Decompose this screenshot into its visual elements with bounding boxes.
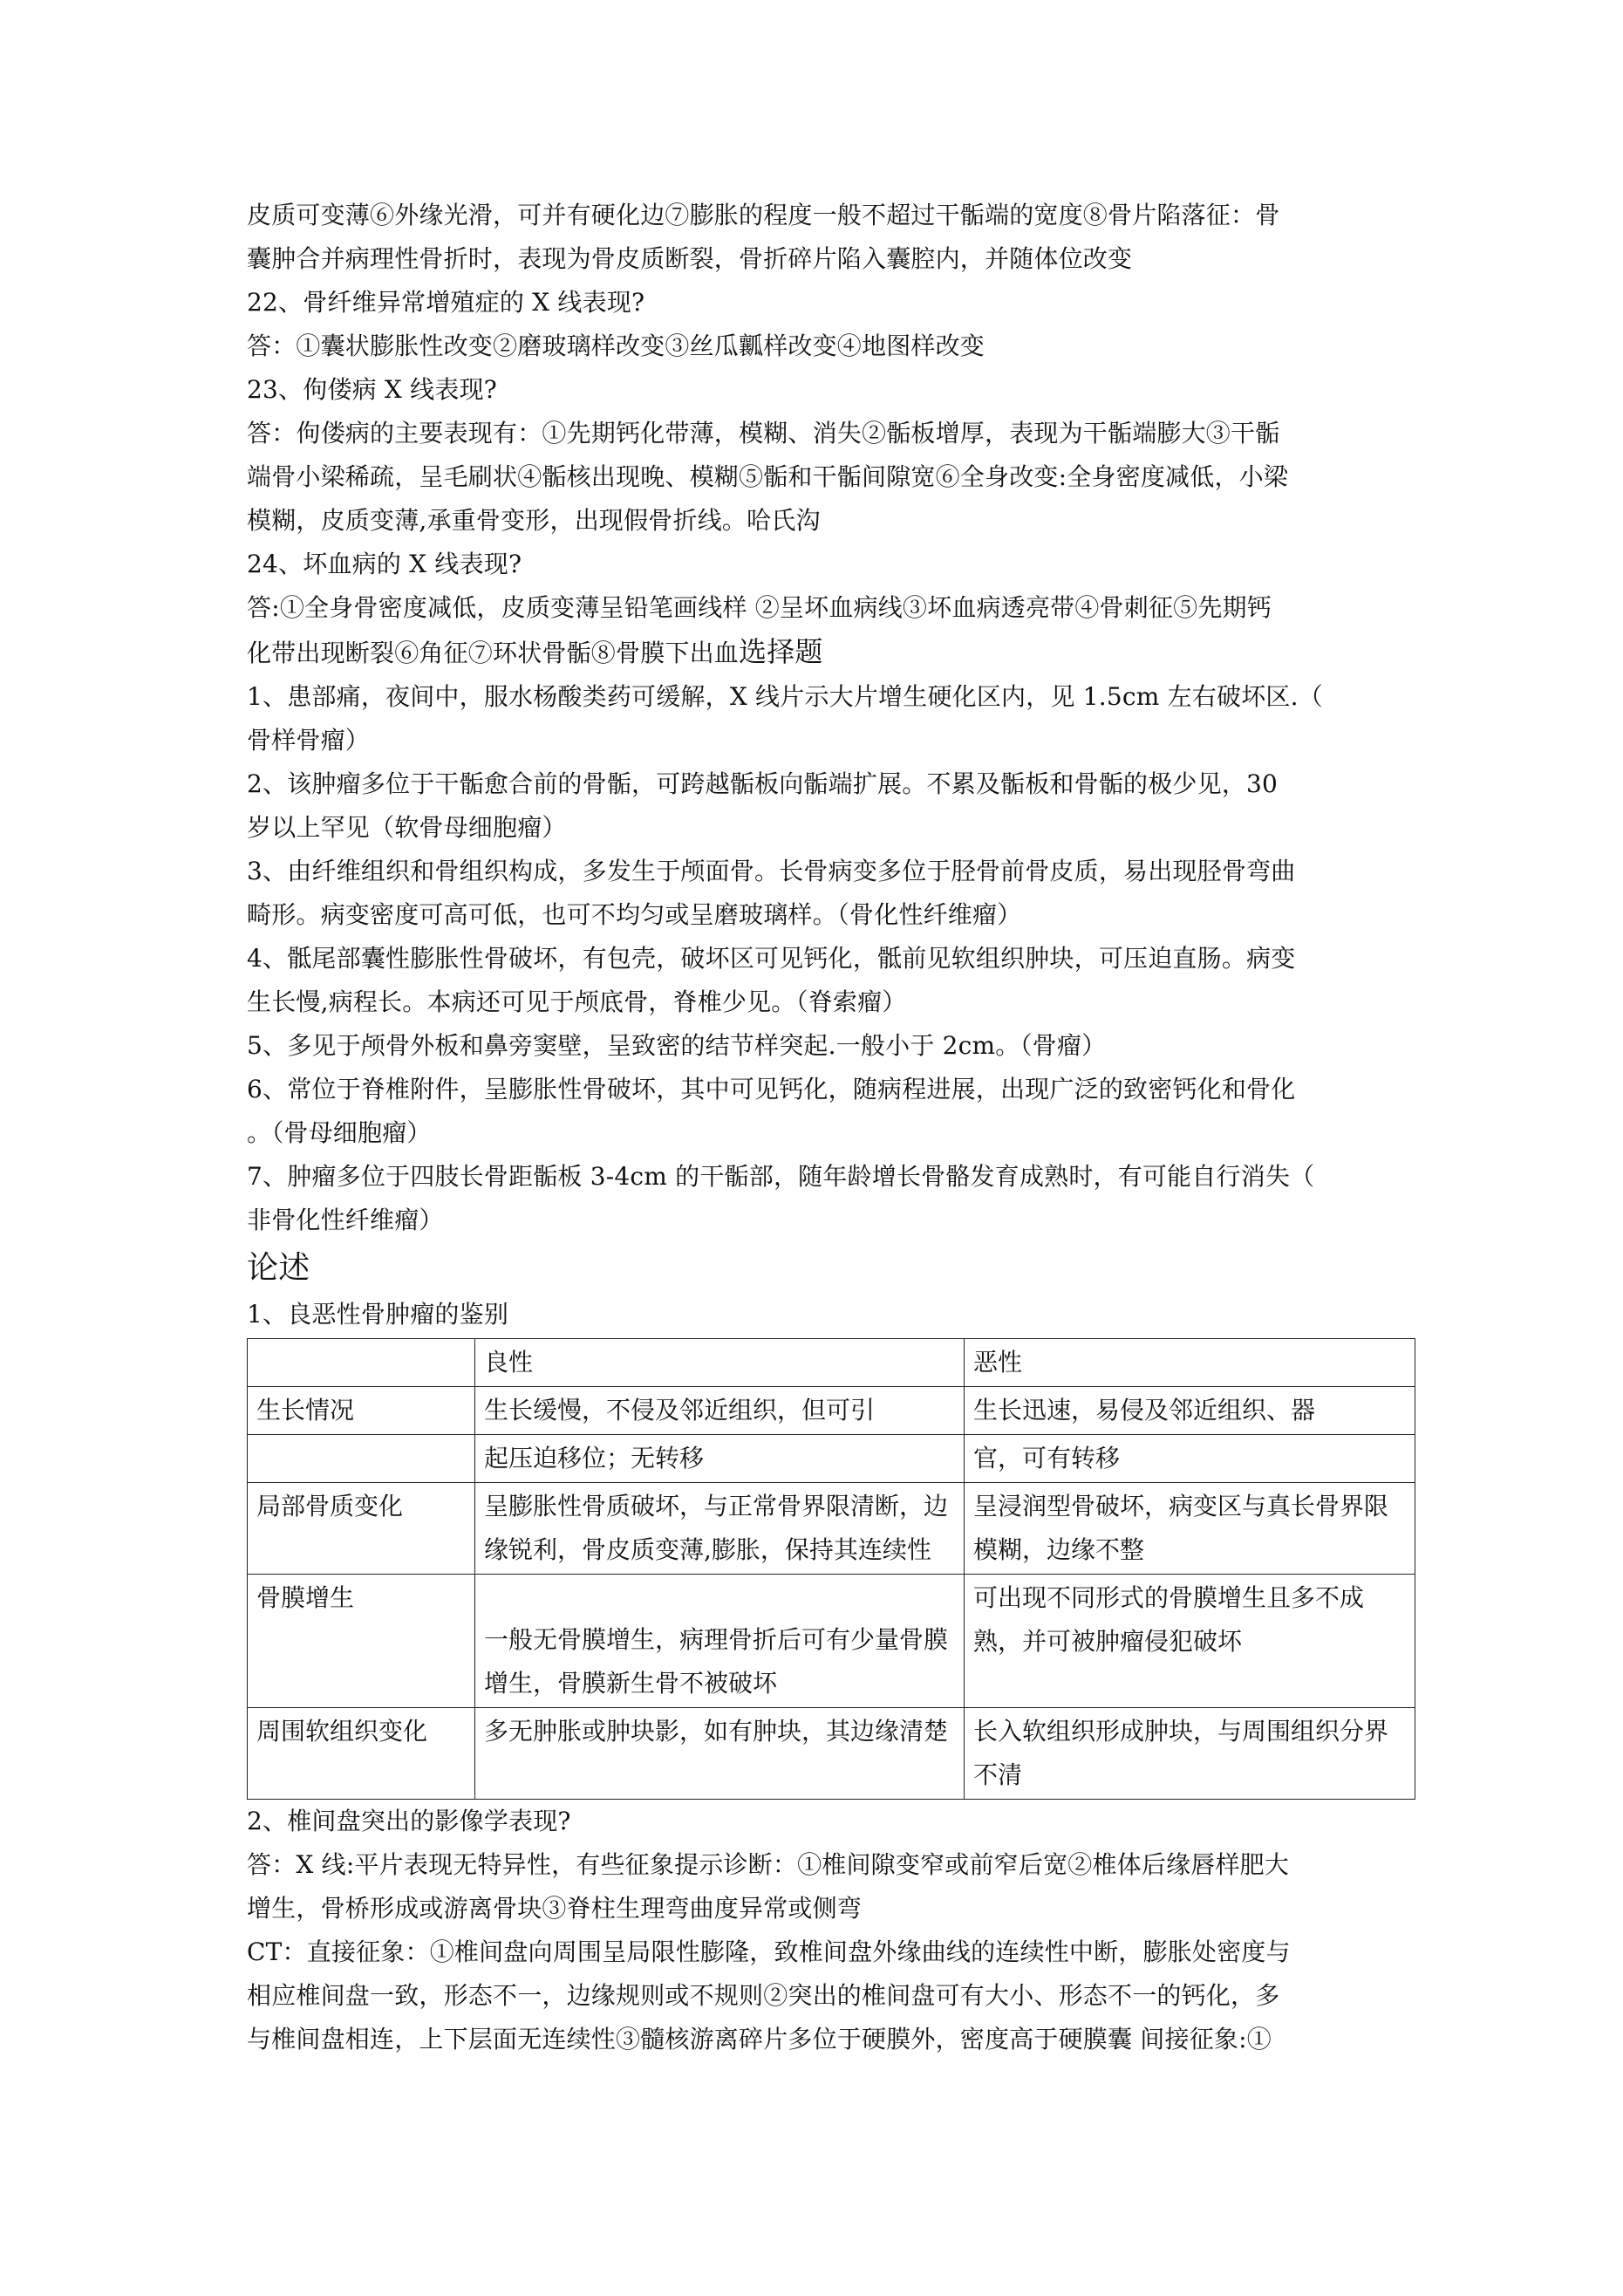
document-page: [247, 194, 1403, 2061]
answer-24-text: 化带出现断裂⑥角征⑦环状骨骺⑧骨膜下出血: [247, 639, 740, 667]
top-block: [247, 194, 1403, 675]
answer-2-line: 与椎间盘相连，上下层面无连续性③髓核游离碎片多位于硬膜外，密度高于硬膜囊 间接征象:①: [247, 2025, 1272, 2053]
table-cell: [248, 1435, 475, 1483]
table-cell: 起压迫移位；无转移: [475, 1435, 965, 1483]
choice-item-line: 4、骶尾部囊性膨胀性骨破坏，有包壳，破坏区可见钙化，骶前见软组织肿块，可压迫直肠。病变: [247, 944, 1296, 973]
choice-item-line: 2、该肿瘤多位于干骺愈合前的骨骺，可跨越骺板向骺端扩展。不累及骺板和骨骺的极少见，30: [247, 769, 1279, 798]
answer-24-line: 答:①全身骨密度减低，皮质变薄呈铅笔画线样 ②呈坏血病线③坏血病透亮带④骨刺征⑤先期钙: [247, 593, 1272, 622]
answer-23-line: 端骨小梁稀疏，呈毛刷状④骺核出现晚、模糊⑤骺和干骺间隙宽⑥全身改变:全身密度减低，小梁: [247, 462, 1289, 491]
table-header-cell: 恶性: [965, 1339, 1415, 1387]
choice-item-line: 非骨化性纤维瘤）: [247, 1206, 444, 1234]
choice-heading: 选择题: [739, 635, 823, 668]
table-row: [248, 1708, 1415, 1800]
question-23: 23、佝偻病 X 线表现?: [247, 375, 497, 404]
discussion-heading: 论述: [247, 1250, 310, 1286]
answer-23-line: 模糊，皮质变薄,承重骨变形，出现假骨折线。哈氏沟: [247, 506, 821, 535]
question-24: 24、坏血病的 X 线表现?: [247, 550, 522, 578]
table-cell: 官，可有转移: [965, 1435, 1415, 1483]
table-cell: 周围软组织变化: [248, 1708, 475, 1800]
choice-item-line: 岁以上罕见（软骨母细胞瘤）: [247, 813, 567, 842]
table-cell: 呈膨胀性骨质破坏，与正常骨界限清断，边缘锐利，骨皮质变薄,膨胀，保持其连续性: [475, 1483, 965, 1575]
table-cell: 生长迅速，易侵及邻近组织、器: [965, 1387, 1415, 1435]
answer-2-line: 增生，骨桥形成或游离骨块③脊柱生理弯曲度异常或侧弯: [247, 1894, 863, 1923]
answer-23-line: 答：佝偻病的主要表现有：①先期钙化带薄，模糊、消失②骺板增厚，表现为干骺端膨大③干骺: [247, 419, 1280, 448]
table-row: [248, 1435, 1415, 1483]
table-cell: 可出现不同形式的骨膜增生且多不成熟，并可被肿瘤侵犯破坏: [965, 1575, 1415, 1708]
question-2-block: [247, 1800, 1403, 2061]
choice-block: [247, 675, 1403, 1242]
table-cell: 局部骨质变化: [248, 1483, 475, 1575]
table-row: [248, 1387, 1415, 1435]
table-cell: 呈浸润型骨破坏，病变区与真长骨界限模糊，边缘不整: [965, 1483, 1415, 1575]
question-22: 22、骨纤维异常增殖症的 X 线表现?: [247, 288, 645, 317]
choice-item-line: 。（骨母细胞瘤）: [247, 1118, 432, 1147]
answer-2-line: 答：X 线:平片表现无特异性，有些征象提示诊断：①椎间隙变窄或前窄后宽②椎体后缘唇样肥大: [247, 1850, 1290, 1879]
choice-item-line: 7、肿瘤多位于四肢长骨距骺板 3-4cm 的干骺部，随年龄增长骨骼发育成熟时，有可能自行消失（: [247, 1162, 1315, 1191]
table-header-cell: [248, 1339, 475, 1387]
table-cell: 多无肿胀或肿块影，如有肿块，其边缘清楚: [475, 1708, 965, 1800]
comparison-table: [247, 1338, 1415, 1800]
choice-item-line: 畸形。病变密度可高可低，也可不均匀或呈磨玻璃样。（骨化性纤维瘤）: [247, 900, 1022, 929]
answer-2-line: 相应椎间盘一致，形态不一，边缘规则或不规则②突出的椎间盘可有大小、形态不一的钙化，多: [247, 1981, 1280, 2010]
table-cell: 长入软组织形成肿块，与周围组织分界不清: [965, 1708, 1415, 1800]
answer-24-line: [247, 630, 1403, 675]
choice-item-line: 6、常位于脊椎附件，呈膨胀性骨破坏，其中可见钙化，随病程进展，出现广泛的致密钙化和骨化: [247, 1075, 1296, 1104]
answer-2-line: CT：直接征象：①椎间盘向周围呈局限性膨隆，致椎间盘外缘曲线的连续性中断，膨胀处密度与: [247, 1937, 1291, 1966]
table-cell: 一般无骨膜增生，病理骨折后可有少量骨膜增生，骨膜新生骨不被破坏: [475, 1575, 965, 1708]
choice-item-line: 5、多见于颅骨外板和鼻旁窦壁，呈致密的结节样突起.一般小于 2cm。（骨瘤）: [247, 1031, 1107, 1060]
choice-item-line: 1、患部痛，夜间中，服水杨酸类药可缓解，X 线片示大片增生硬化区内，见 1.5cm 左右破坏区.（: [247, 682, 1323, 711]
question-2-title: 2、椎间盘突出的影像学表现?: [247, 1807, 571, 1835]
answer-22: 答：①囊状膨胀性改变②磨玻璃样改变③丝瓜瓤样改变④地图样改变: [247, 331, 985, 360]
choice-item-line: 生长慢,病程长。本病还可见于颅底骨，脊椎少见。（脊索瘤）: [247, 987, 907, 1016]
text-line: 囊肿合并病理性骨折时，表现为骨皮质断裂，骨折碎片陷入囊腔内，并随体位改变: [247, 244, 1133, 273]
table-header-cell: 良性: [475, 1339, 965, 1387]
text-line: 皮质可变薄⑥外缘光滑，可并有硬化边⑦膨胀的程度一般不超过干骺端的宽度⑧骨片陷落征：骨: [247, 201, 1280, 229]
table-cell: 骨膜增生: [248, 1575, 475, 1708]
table-cell: 生长缓慢，不侵及邻近组织，但可引: [475, 1387, 965, 1435]
table-cell: 生长情况: [248, 1387, 475, 1435]
table-header-row: [248, 1339, 1415, 1387]
question-1-title: 1、良恶性骨肿瘤的鉴别: [247, 1300, 509, 1329]
choice-item-line: 骨样骨瘤）: [247, 726, 371, 755]
table-row: [248, 1575, 1415, 1708]
choice-item-line: 3、由纤维组织和骨组织构成，多发生于颅面骨。长骨病变多位于胫骨前骨皮质，易出现胫骨弯曲: [247, 857, 1296, 885]
table-row: [248, 1483, 1415, 1575]
